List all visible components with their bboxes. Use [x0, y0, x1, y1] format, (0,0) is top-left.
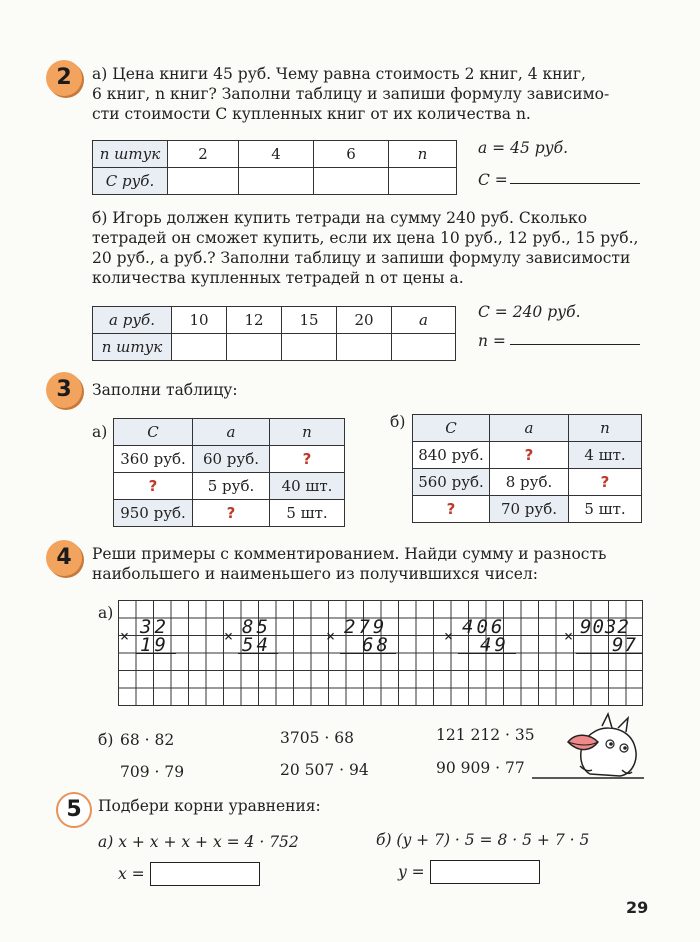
- answer-cell[interactable]: [168, 168, 239, 195]
- problem-3-top: 279: [344, 616, 388, 638]
- problem-5-underline: [576, 653, 642, 654]
- task-5-answer-b-label: y =: [398, 863, 425, 881]
- cell: n штук: [93, 334, 172, 361]
- task-5-equation-a: а) x + x + x + x = 4 · 752: [98, 833, 299, 851]
- answer-cell[interactable]: [172, 334, 227, 361]
- cell: 560 руб.: [413, 469, 490, 496]
- answer-cell[interactable]: [227, 334, 282, 361]
- task-2b-table: [92, 306, 456, 361]
- cell: 70 руб.: [490, 496, 569, 523]
- page-number: 29: [626, 898, 649, 917]
- cell: n: [270, 419, 345, 446]
- task-3-label-b: б): [390, 413, 406, 431]
- question-cell[interactable]: ?: [490, 442, 569, 469]
- cell: 2: [168, 141, 239, 168]
- cell: C руб.: [93, 168, 168, 195]
- cell: 4 шт.: [569, 442, 642, 469]
- problem-3-underline: [340, 653, 396, 654]
- problem-2-bottom: 54: [242, 634, 271, 656]
- cell: 8 руб.: [490, 469, 569, 496]
- task-5-title: Подбери корни уравнения:: [98, 797, 321, 815]
- task-2a-formula-line[interactable]: [510, 183, 640, 184]
- task-5-badge: 5: [56, 792, 92, 828]
- task-2a-line-1: а) Цена книги 45 руб. Чему равна стоимость 2 книг, 4 книг,: [92, 65, 586, 83]
- example-5: 20 507 · 94: [280, 761, 369, 779]
- cell: a: [392, 307, 456, 334]
- task-4-line-1: Реши примеры с комментированием. Найди сумму и разность: [92, 545, 607, 563]
- task-3-label-a: а): [92, 423, 108, 441]
- cell: 950 руб.: [114, 500, 193, 527]
- task-3a-table: [113, 418, 345, 527]
- task-2b-formula-line[interactable]: [510, 344, 640, 345]
- task-2a-given: a = 45 руб.: [478, 139, 569, 157]
- problem-4-top: 406: [462, 616, 506, 638]
- task-3-badge: 3: [46, 372, 82, 408]
- problem-1-sign: ×: [120, 627, 133, 645]
- example-4: 709 · 79: [120, 763, 185, 781]
- cell: 840 руб.: [413, 442, 490, 469]
- cell: n штук: [93, 141, 168, 168]
- question-cell[interactable]: ?: [114, 473, 193, 500]
- problem-3-bottom: 68: [362, 634, 391, 656]
- question-cell[interactable]: ?: [413, 496, 490, 523]
- example-6: 90 909 · 77: [436, 759, 525, 777]
- task-2a-formula-label: C =: [478, 171, 508, 189]
- task-3-title: Заполни таблицу:: [92, 381, 238, 399]
- task-2b-given: C = 240 руб.: [478, 303, 581, 321]
- task-2-badge: 2: [46, 60, 82, 96]
- problem-4-underline: [458, 653, 516, 654]
- task-2a-line-2: 6 книг, n книг? Заполни таблицу и запиши формулу зависимо-: [92, 85, 610, 103]
- cell: 360 руб.: [114, 446, 193, 473]
- task-2a-table: [92, 140, 457, 195]
- cell: 15: [282, 307, 337, 334]
- cell: 6: [314, 141, 389, 168]
- task-2b-line-4: количества купленных тетрадей n от цены a.: [92, 269, 464, 287]
- task-2b-formula-label: n =: [478, 332, 506, 350]
- cell: 5 шт.: [569, 496, 642, 523]
- example-2: 3705 · 68: [280, 729, 354, 747]
- answer-cell[interactable]: [337, 334, 392, 361]
- cell: 12: [227, 307, 282, 334]
- example-3: 121 212 · 35: [436, 726, 535, 744]
- task-3b-table: [412, 414, 642, 523]
- task-2b-line-3: 20 руб., a руб.? Заполни таблицу и запиши формулу зависимости: [92, 249, 631, 267]
- task-4-label-b: б): [98, 731, 114, 749]
- task-2b-line-2: тетрадей он сможет купить, если их цена 10 руб., 12 руб., 15 руб.,: [92, 229, 639, 247]
- cell: 5 руб.: [193, 473, 270, 500]
- cell: 4: [239, 141, 314, 168]
- cell: 5 шт.: [270, 500, 345, 527]
- task-5-answer-a-label: x =: [118, 865, 145, 883]
- example-1: 68 · 82: [120, 731, 175, 749]
- task-5-answer-b-box[interactable]: [430, 860, 540, 884]
- cell: a: [193, 419, 270, 446]
- cell: a руб.: [93, 307, 172, 334]
- task-2a-line-3: сти стоимости C купленных книг от их количества n.: [92, 105, 531, 123]
- cell: a: [490, 415, 569, 442]
- answer-cell[interactable]: [389, 168, 457, 195]
- answer-cell[interactable]: [239, 168, 314, 195]
- task-5-answer-a-box[interactable]: [150, 862, 260, 886]
- answer-cell[interactable]: [282, 334, 337, 361]
- problem-5-top: 9032: [580, 616, 630, 638]
- cell: C: [114, 419, 193, 446]
- problem-2-sign: ×: [224, 627, 237, 645]
- problem-1-underline: [136, 653, 176, 654]
- cell: n: [389, 141, 457, 168]
- problem-3-sign: ×: [326, 627, 339, 645]
- answer-cell[interactable]: [314, 168, 389, 195]
- problem-1-top: 32: [140, 616, 169, 638]
- task-4-badge: 4: [46, 540, 82, 576]
- question-cell[interactable]: ?: [270, 446, 345, 473]
- task-5-equation-b: б) (y + 7) · 5 = 8 · 5 + 7 · 5: [376, 831, 590, 849]
- problem-1-bottom: 19: [140, 634, 169, 656]
- cell: 40 шт.: [270, 473, 345, 500]
- question-cell[interactable]: ?: [569, 469, 642, 496]
- problem-5-bottom: 97: [612, 634, 637, 656]
- problem-2-underline: [238, 653, 278, 654]
- problem-4-bottom: 49: [480, 634, 509, 656]
- answer-cell[interactable]: [392, 334, 456, 361]
- cell: C: [413, 415, 490, 442]
- cell: 60 руб.: [193, 446, 270, 473]
- problem-5-sign: ×: [564, 627, 577, 645]
- problem-2-top: 85: [242, 616, 271, 638]
- task-4-line-2: наибольшего и наименьшего из получившихся чисел:: [92, 565, 538, 583]
- question-cell[interactable]: ?: [193, 500, 270, 527]
- task-4-label-a: а): [98, 604, 114, 622]
- bird-illustration: [532, 712, 644, 784]
- cell: 20: [337, 307, 392, 334]
- task-2b-line-1: б) Игорь должен купить тетради на сумму 240 руб. Сколько: [92, 209, 588, 227]
- problem-4-sign: ×: [444, 627, 457, 645]
- cell: n: [569, 415, 642, 442]
- cell: 10: [172, 307, 227, 334]
